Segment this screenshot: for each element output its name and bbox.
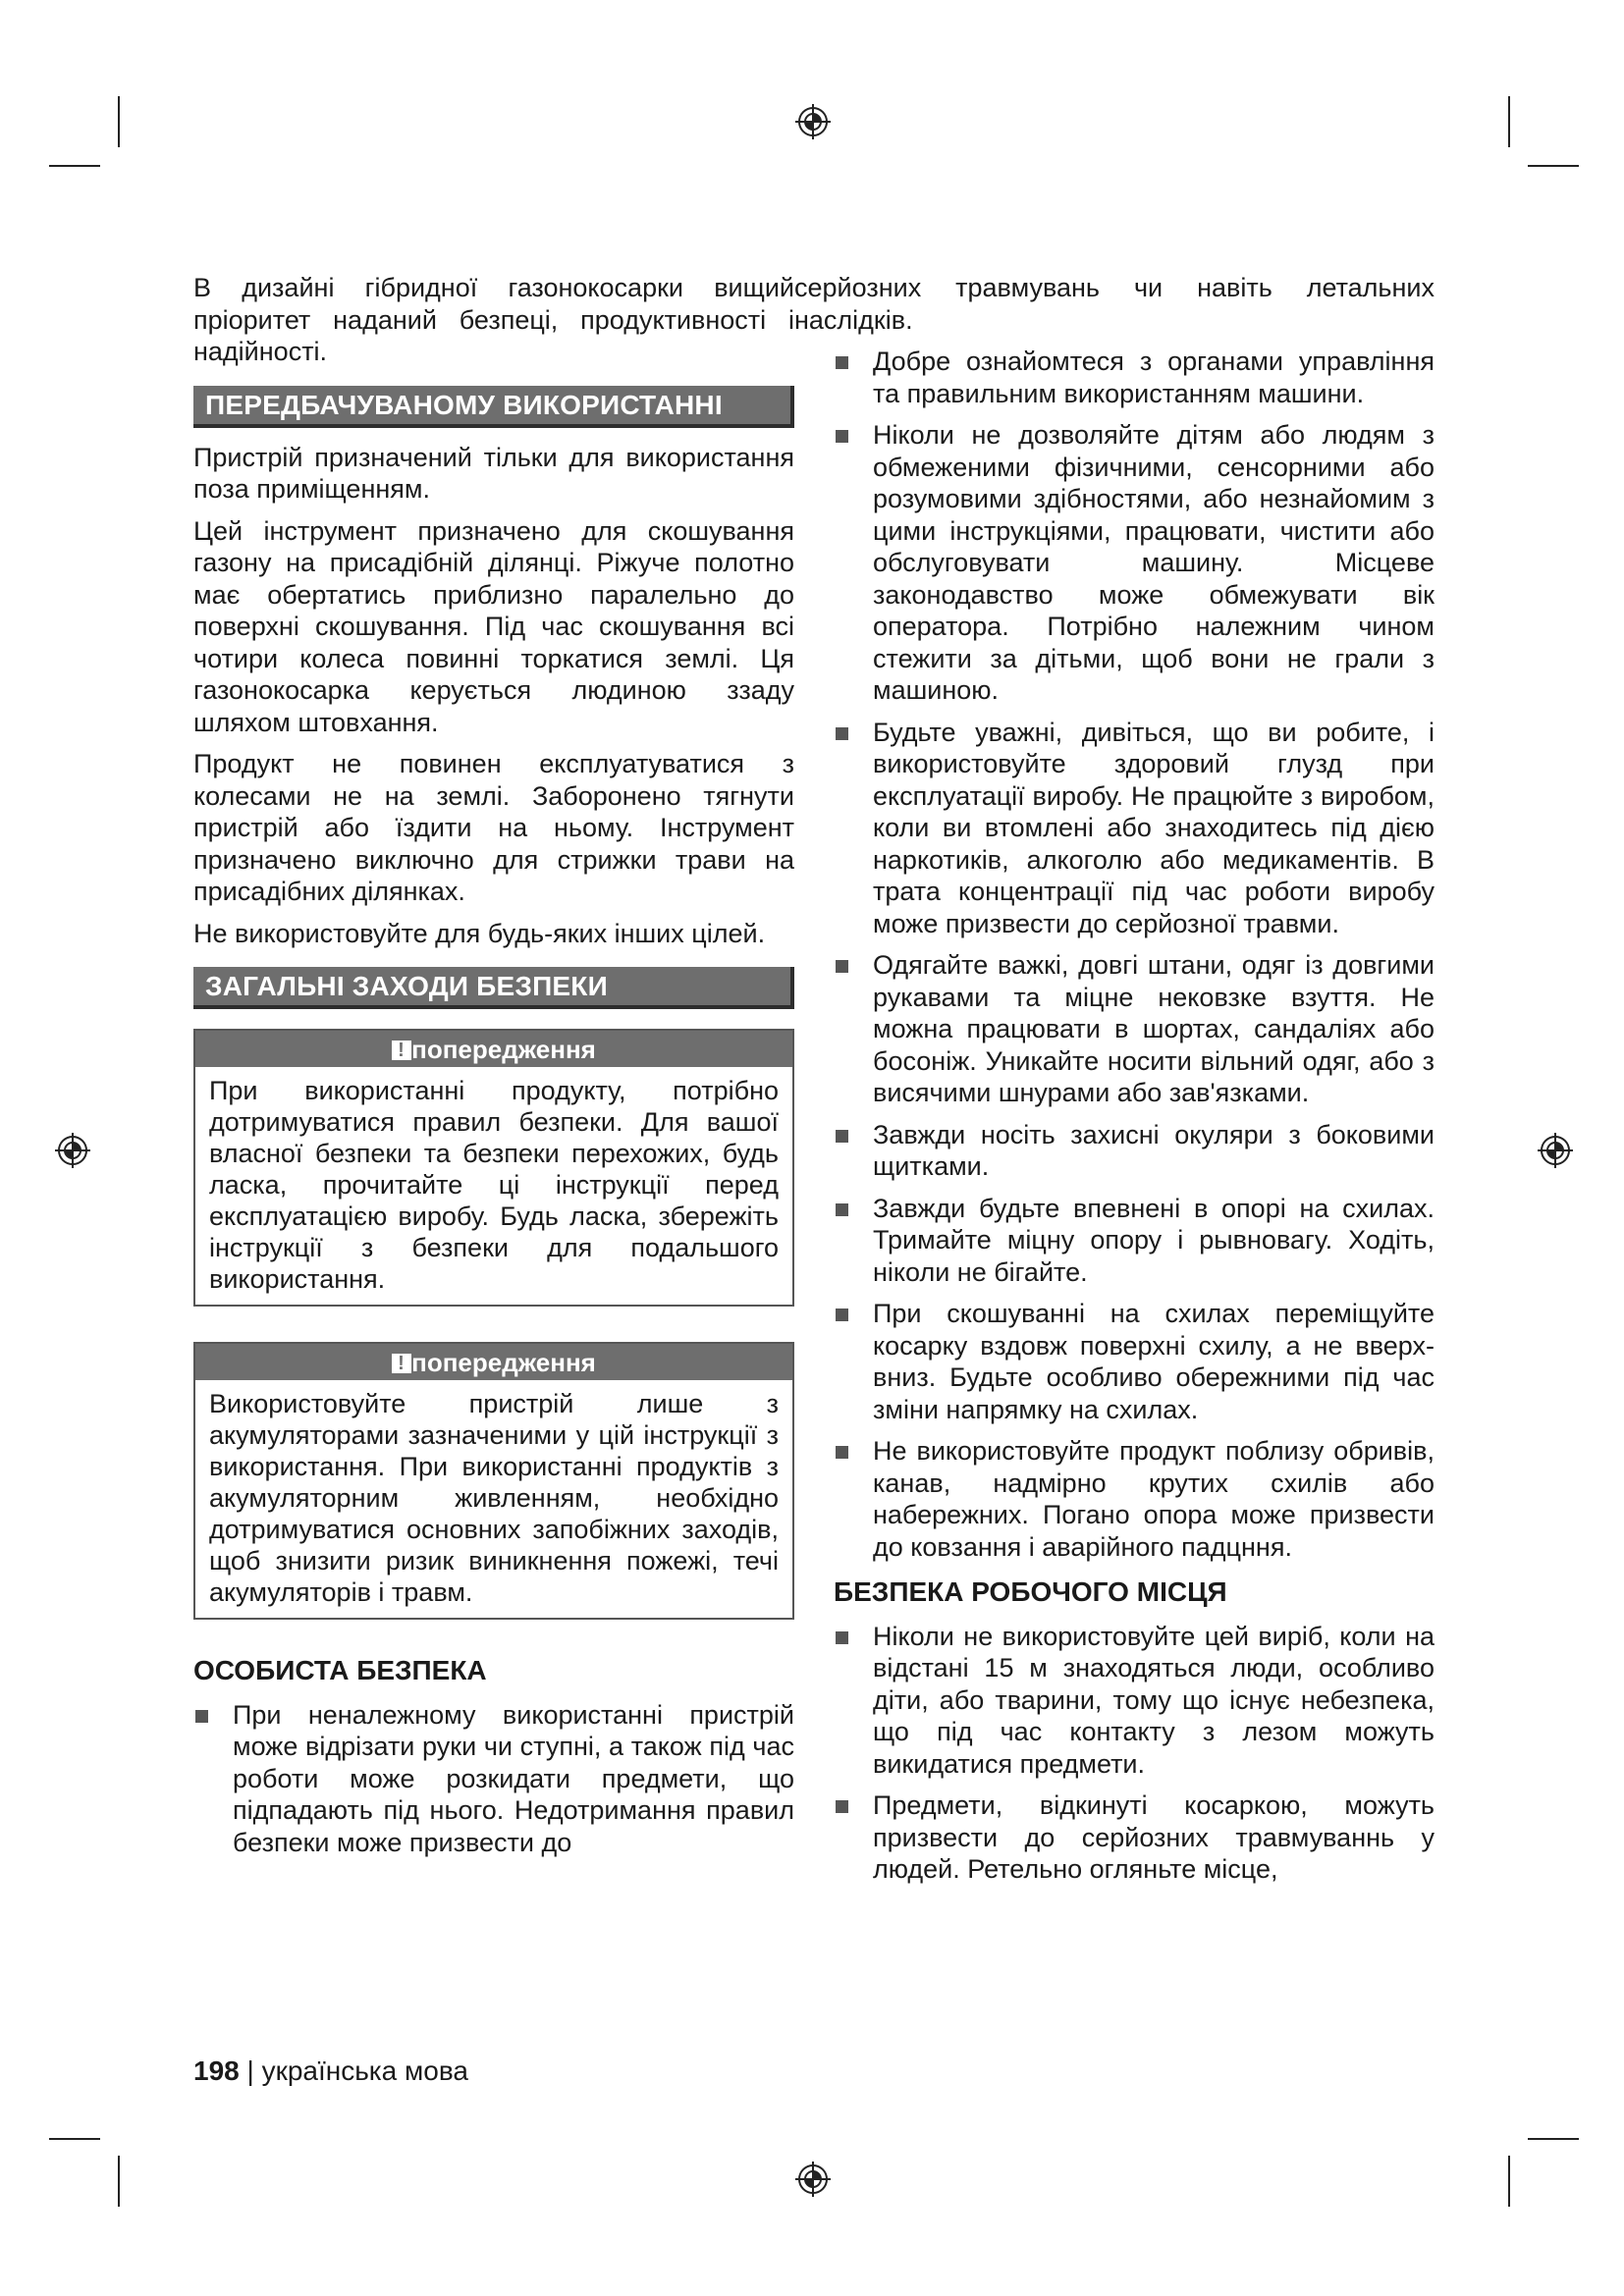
- crop-mark: [1508, 96, 1510, 147]
- warning-header: [195, 1031, 792, 1067]
- warning-box: [193, 1342, 794, 1620]
- personal-safety-list-continued: [834, 346, 1435, 1563]
- intended-use-paragraph: Пристрій призначений тільки для використання поза приміщенням.: [193, 442, 794, 504]
- workplace-safety-heading: БЕЗПЕКА РОБОЧОГО МІСЦЯ: [834, 1576, 1227, 1607]
- list-item-text: При неналежному використанні пристрій може відрізати руки чи ступні, а також під час роботи може розкидати предмети, що підпадають під нього. Недотримання правил безпеки може призвести до: [233, 1699, 794, 1857]
- crop-mark: [49, 165, 100, 167]
- list-item: [834, 1193, 1435, 1289]
- crop-mark: [49, 2138, 100, 2140]
- left-column: [193, 272, 794, 1868]
- intended-use-paragraph: Не використовуйте для будь-яких інших цілей.: [193, 918, 766, 948]
- list-item-text: Ніколи не дозволяйте дітям або людям з обмеженими фізичними, сенсорними або розумовими здібностями, або незнайомим з цими інструкціями, працювати, чистити або обслуговувати машину. Місцеве законодавство може обмежувати вік оператора. Потрібно належним чином стежити за дітьми, щоб вони не грали з машиною.: [873, 420, 1435, 705]
- personal-safety-heading: ОСОБИСТА БЕЗПЕКА: [193, 1655, 487, 1685]
- list-item-text: Не використовуйте продукт поблизу обривів, канав, надмірно крутих схилів або набережних. Погано опора може призвести до ковзання і аварійного падцння.: [873, 1436, 1435, 1562]
- right-column: [794, 272, 1435, 1896]
- bullet-square-icon: [836, 1308, 848, 1321]
- continued-paragraph: серйозних травмувань чи навіть летальних наслідків.: [794, 273, 1435, 335]
- crop-mark: [1528, 2138, 1579, 2140]
- list-item-text: Одягайте важкі, довгі штани, одяг із довгими рукавами та міцне нековзке взуття. Не можна працювати в шортах, сандаліях або босоніж. Уникайте носити вільний одяг, або з висячими шнурами або зав'язками.: [873, 950, 1435, 1107]
- list-item: [834, 419, 1435, 707]
- list-item: [834, 346, 1435, 409]
- list-item: [834, 717, 1435, 940]
- registration-mark-icon: [793, 102, 833, 141]
- registration-mark-icon: [793, 2160, 833, 2199]
- list-item-text: Добре ознайомтеся з органами управління та правильним використанням машини.: [873, 347, 1435, 408]
- list-item: [834, 1789, 1435, 1886]
- crop-mark: [1508, 2156, 1510, 2207]
- crop-mark: [118, 2156, 120, 2207]
- registration-mark-icon: [53, 1131, 92, 1170]
- bullet-square-icon: [836, 430, 848, 443]
- bullet-square-icon: [836, 1800, 848, 1813]
- bullet-square-icon: [836, 1631, 848, 1644]
- crop-mark: [1528, 165, 1579, 167]
- intro-paragraph: В дизайні гібридної газонокосарки вищий пріоритет наданий безпеці, продуктивності і надійності.: [193, 273, 794, 366]
- list-item: [834, 1621, 1435, 1781]
- footer-separator: |: [246, 2056, 254, 2086]
- bullet-square-icon: [836, 960, 848, 973]
- personal-safety-list: [193, 1699, 794, 1859]
- footer-language: українська мова: [261, 2056, 468, 2086]
- workplace-safety-list: [834, 1621, 1435, 1886]
- warning-label: попередження: [411, 1035, 596, 1064]
- warning-label: попередження: [411, 1348, 596, 1377]
- list-item: [834, 1435, 1435, 1563]
- list-item-text: Предмети, відкинуті косаркою, можуть призвести до серйозних травмуваннь у людей. Ретельно огляньте місце,: [873, 1790, 1435, 1884]
- warning-box: [193, 1029, 794, 1307]
- list-item-text: Будьте уважні, дивіться, що ви робите, і використовуйте здоровий глузд при експлуатації виробу. Не працюйте з виробом, коли ви втомлені або знаходитесь під дією наркотиків, алкоголю або медикаментів. В трата концентрації під час роботи виробу може призвести до серйозної травми.: [873, 717, 1435, 938]
- section-title-intended-use: ПЕРЕДБАЧУВАНОМУ ВИКОРИСТАННІ: [193, 386, 794, 428]
- list-item: [193, 1699, 794, 1859]
- warning-text: Використовуйте пристрій лише з акумуляторами зазначеними у цій інструкції з використання. При використанні продуктів з акумуляторним живленням, необхідно дотримуватися основних запобіжних заходів, щоб знизити ризик виникнення пожежі, течі акумуляторів і травм.: [209, 1389, 779, 1607]
- list-item: [834, 1298, 1435, 1425]
- list-item-text: Завжди носіть захисні окуляри з боковими щитками.: [873, 1119, 1435, 1181]
- section-title-general-safety: ЗАГАЛЬНІ ЗАХОДИ БЕЗПЕКИ: [193, 967, 794, 1009]
- list-item-text: При скошуванні на схилах переміщуйте косарку вздовж поверхні схилу, а не вверх-вниз. Будьте особливо обережними під час зміни напрямку на схилах.: [873, 1299, 1435, 1424]
- intended-use-paragraph: Цей інструмент призначено для скошування газону на присадібній ділянці. Ріжуче полотно має обертатись приблизно паралельно до поверхні скошування. Під час скошування всі чотири колеса повинні торкатися землі. Ця газонокосарка керується людиною ззаду шляхом штовхання.: [193, 515, 794, 737]
- bullet-square-icon: [836, 356, 848, 369]
- warning-text: При використанні продукту, потрібно дотримуватися правил безпеки. Для вашої власної безпеки та безпеки перехожих, будь ласка, прочитайте ці інструкції перед експлуатацією виробу. Будь ласка, збережіть інструкції з безпеки для подальшого використання.: [209, 1076, 779, 1294]
- list-item: [834, 1119, 1435, 1183]
- registration-mark-icon: [1536, 1131, 1575, 1170]
- bullet-square-icon: [836, 727, 848, 740]
- bullet-square-icon: [836, 1446, 848, 1459]
- list-item-text: Завжди будьте впевнені в опорі на схилах. Тримайте міцну опору і рывновагу. Ходіть, ніколи не бігайте.: [873, 1193, 1435, 1287]
- crop-mark: [118, 96, 120, 147]
- list-item-text: Ніколи не використовуйте цей виріб, коли на відстані 15 м знаходяться люди, особливо діти, або тварини, тому що існує небезпека, що під час контакту з лезом можуть викидатися предмети.: [873, 1621, 1435, 1779]
- bullet-square-icon: [836, 1203, 848, 1216]
- page-footer: [193, 2056, 468, 2087]
- bullet-square-icon: [195, 1710, 208, 1723]
- warning-icon: [392, 1354, 411, 1373]
- list-item: [834, 949, 1435, 1109]
- bullet-square-icon: [836, 1130, 848, 1143]
- intended-use-paragraph: Продукт не повинен експлуатуватися з колесами не на землі. Заборонено тягнути пристрій або їздити на ньому. Інструмент призначено виключно для стрижки трави на присадібних ділянках.: [193, 749, 794, 906]
- warning-header: [195, 1344, 792, 1380]
- warning-icon: [392, 1041, 411, 1060]
- page-number: 198: [193, 2056, 240, 2086]
